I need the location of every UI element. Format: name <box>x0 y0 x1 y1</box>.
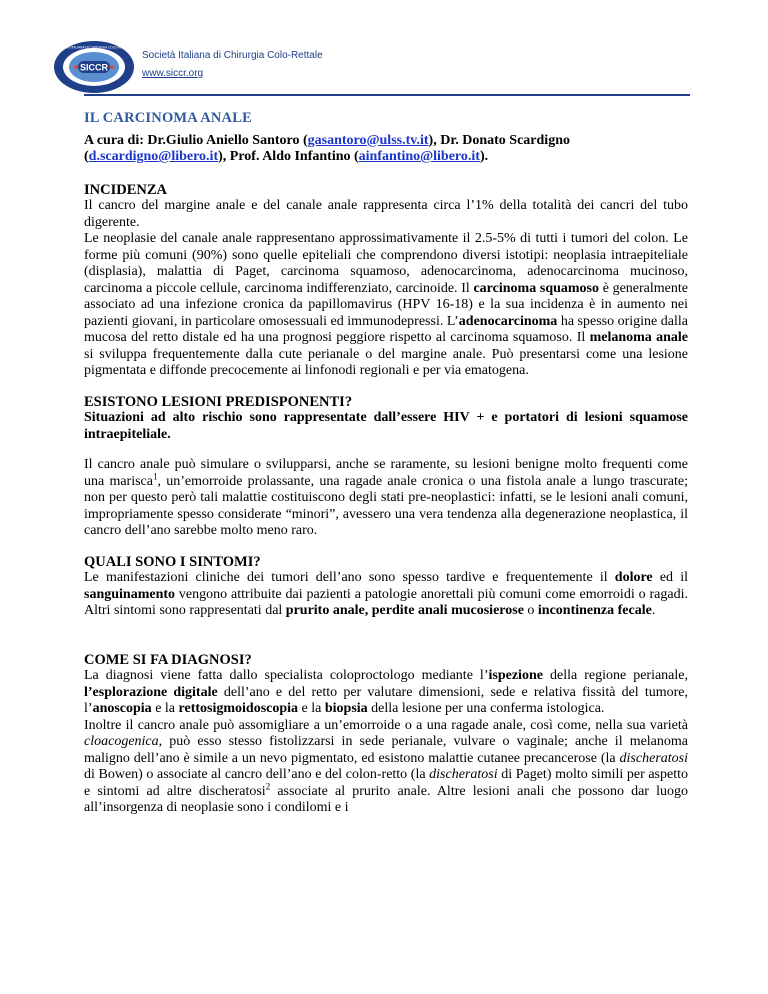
siccr-logo <box>52 40 136 94</box>
header <box>52 40 692 94</box>
authors-suffix: ). <box>479 149 489 164</box>
diagnosi-paragraph-1: La diagnosi viene fatta dallo specialista coloproctologo mediante l’ispezione della regione perianale, l’esplorazione digitale dell’ano e del retto per valutare dimensioni, sede e relativa fissità del tumore, l’anoscopia e la rettosigmoidoscopia e la biopsia della lesione per una conferma istologica. <box>84 668 689 716</box>
document-body <box>84 106 688 817</box>
term-melanoma-anale: melanoma anale <box>589 330 688 345</box>
heading-lesioni: ESISTONO LESIONI PREDISPONENTI? <box>84 393 353 410</box>
authors-line <box>84 133 688 166</box>
logo-ring-text: SOCIETÀ ITALIANA DI CHIRURGIA COLO-RETTALE <box>55 45 133 50</box>
incidenza-paragraph-2: Le neoplasie del canale anale rappresentano approssimativamente il 2.5-5% di tutti i tumori del colon. Le forme più comuni (90%) sono quelle epiteliali che comprendono diversi istotipi: neoplasia intraepiteliale (displasia), malattia di Paget, carcinoma squamoso, adenocarcinoma, adenocarcinoma mucinoso, carcinoma a piccole cellule, carcinoma indifferenziato, carcinoide. Il carcinoma squamoso è generalmente associato ad una infezione cronica da papillomavirus (HPV 16-18) e la sua incidenza è in aumento nei pazienti giovani, in particolare omosessuali ed immunodepressi. L’adenocarcinoma ha spesso origine dalla mucosa del retto distale ed ha una prognosi peggiore rispetto al carcinoma squamoso. Il melanoma anale si sviluppa frequentemente dalla cute perianale o del margine anale. Può presentarsi come una lesione pigmentata e diffonde precocemente ai linfonodi regionali e per via ematogena. <box>84 231 688 378</box>
authors-mid1: ), Dr. Donato Scardigno ( <box>84 132 570 164</box>
term-adenocarcinoma: adenocarcinoma <box>458 313 558 329</box>
authors-prefix: A cura di: Dr.Giulio Aniello Santoro ( <box>84 132 308 148</box>
sintomi-paragraph: Le manifestazioni cliniche dei tumori dell’ano sono spesso tardive e frequentemente il dolore ed il sanguinamento vengono attribuite dai pazienti a patologie anorettali più comuni come emorroidi o ragadi. Altri sintomi sono rappresentati dal prurito anale, perdite anali mucosierose o incontinenza fecale. <box>84 570 688 618</box>
footnote-ref-1: 1 <box>152 470 158 481</box>
lesioni-paragraph: Il cancro anale può simulare o svilupparsi, anche se raramente, su lesioni benigne molto frequenti come una marisca$^1$, un’emorroide prolassante, una ragade anale cronica o una fistola anale a lungo trascurate; non per questo però tali malattie costituiscono degli stati pre-neoplastici: infatti, se le lesioni anali comuni, impropriamente spesso considerate “minori”, avessero una vera tendenza alla degenerazione neoplastica, il cancro dell’ano sarebbe molto meno raro. <box>84 457 688 538</box>
heading-diagnosi: COME SI FA DIAGNOSI? <box>84 651 252 668</box>
lesioni-bold-intro: Situazioni ad alto rischio sono rappresentate dall’essere HIV + e portatori di lesioni squamose intraepiteliale. <box>84 410 688 442</box>
author-email-scardigno[interactable]: d.scardigno@libero.it <box>88 149 219 164</box>
incidenza-paragraph-1: Il cancro del margine anale e del canale anale rappresenta circa l’1% della totalità dei cancri del tubo digerente. <box>84 198 688 230</box>
author-email-santoro[interactable]: gasantoro@ulss.tv.it <box>307 132 429 148</box>
authors-mid2: ), Prof. Aldo Infantino ( <box>218 149 359 164</box>
diagnosi-paragraph-2: Inoltre il cancro anale può assomigliare a un’emorroide o a una ragade anale, così come, nella sua varietà cloacogenica, può esso stesso fistolizzarsi in sede perianale, vulvare o vaginale; anche il melanoma maligno dell’ano è simile a un nevo pigmentato, ed esistono malattie cutanee precancerose (la discheratosi di Bowen) o associate al cancro dell’ano e del colon-retto (la discheratosi di Paget) molto simili per aspetto e sintomi ad altre discheratosi$^2$ associate al prurito anale. Altre lesioni anali che possono dar luogo all’insorgenza di neoplasie sono i condilomi e i <box>84 717 688 815</box>
term-carcinoma-squamoso: carcinoma squamoso <box>473 280 600 296</box>
header-divider <box>84 94 690 96</box>
document-title: IL CARCINOMA ANALE <box>84 110 252 126</box>
footnote-ref-2: 2 <box>265 780 271 791</box>
heading-sintomi: QUALI SONO I SINTOMI? <box>84 553 261 570</box>
logo-text: SICCR <box>79 62 109 73</box>
org-name: Società Italiana di Chirurgia Colo-Rettale <box>142 50 323 61</box>
org-url-link[interactable]: www.siccr.org <box>142 68 204 79</box>
heading-incidenza: INCIDENZA <box>84 181 167 198</box>
author-email-infantino[interactable]: ainfantino@libero.it <box>358 149 480 164</box>
